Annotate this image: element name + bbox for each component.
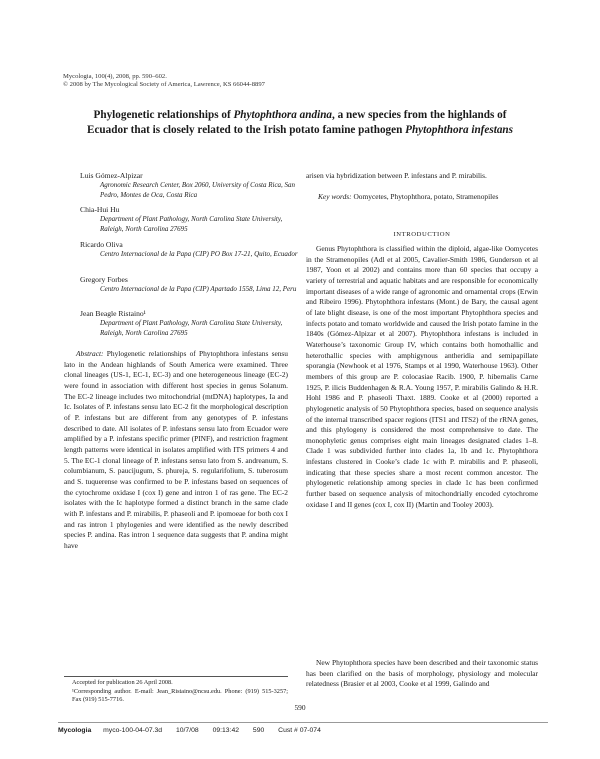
author-name: Chia-Hui Hu xyxy=(80,205,120,214)
footer-page: 590 xyxy=(252,727,265,734)
footer-rule xyxy=(58,722,548,723)
abstract xyxy=(64,349,288,551)
abstract-continuation: arisen via hybridization between P. infestans and P. mirabilis. xyxy=(306,171,487,180)
footnotes xyxy=(64,679,288,705)
intro-paragraph: Genus Phytophthora is classified within the diploid, algae-like Oomycetes in the Stramenopiles (Adl et al 2005, Cavalier-Smith 1986, Gunderson et al 1987, Yoon et al 2002) and contains more than 60 species that occupy a variety of terrestrial and aquatic habitats and are responsible for economically important diseases of a wide range of agronomic and ornamental crops (Erwin and Ribeiro 1996). Phytophthora infestans (Mont.) de Bary, the causal agent of late blight disease, is one of the most important Phytophthora species and infects potato and tomato worldwide and caused the Irish potato famine in the 1840s (Gómez-Alpizar et al 2007). Phytophthora infestans is included in Waterhouse’s taxonomic Group IV, which contains both homothallic and heterothallic species with amphigynous antheridia and semipapillate sporangia (Newhook et al 1976, Stamps et al 1990, Waterhouse 1963). Other members of this group are P. colocasiae Racib. 1900, P. hibernalis Carne 1925, P. ilicis Buddenhagen & R.A. Young 1957, P. mirabilis Galindo & H.R. Hohl 1986 and P. phaseoli Thaxt. 1889. Cooke et al (2000) reported a phylogenetic analysis of 50 Phytophthora species, based on sequence analysis of the internal transcribed spacer regions (ITS1 and ITS2) of the rRNA genes, and this phylogeny is considered the most comprehensive to date. The monophyletic genus comprises eight main lineages designated clades 1–8. Clade 1 was subdivided further into clades 1a, 1b and 1c. Phytophthora infestans clustered in Cooke’s clade 1c with P. mirabilis and P. phaseoli, indicating that these species share a most recent common ancestor. The phylogenetic relationship among species in clade 1c has been confirmed further based on sequence analysis of mitochondrially encoded cytochrome oxidase I and II genes (cox I, cox II) (Martin and Tooley 2003). xyxy=(306,244,538,509)
footer-cust: Cust # 07-074 xyxy=(278,727,321,734)
running-footer xyxy=(58,727,548,734)
intro-paragraph: New Phytophthora species have been described and their taxonomic status has been clarified on the basis of morphology, physiology and molecular relatedness (Brasier et al 2003, Cooke et al 1999, Galindo and xyxy=(306,658,538,689)
footer-journal: Mycologia xyxy=(58,727,92,734)
author-block xyxy=(80,171,300,200)
copyright-line: © 2008 by The Mycological Society of America, Lawrence, KS 66044-8897 xyxy=(63,81,265,88)
author-affiliation: Agronomic Research Center, Box 2060, University of Costa Rica, San Pedro, Montes de Oca, Costa Rica xyxy=(100,181,296,199)
species-name: Phytophthora andina xyxy=(233,109,333,121)
footer-file: myco-100-04-07.3d xyxy=(103,727,163,734)
accepted-date: Accepted for publication 26 April 2008. xyxy=(72,679,173,686)
keywords-label: Key words: xyxy=(318,192,352,201)
article-title: Phylogenetic relationships of Phytophthora andina, a new species from the highlands of Ecuador that is closely related to the Irish potato famine pathogen Phytophthora infestans xyxy=(87,109,513,136)
abstract-text: Phylogenetic relationships of Phytophthora infestans sensu lato in the Andean highlands of South America were examined. Three clonal lineages (US-1, EC-1, EC-3) and one heterogeneous lineage (EC-2) were found in association with different host species in genus Solanum. The EC-2 lineage includes two mitochondrial (mtDNA) haplotypes, Ia and Ic. Isolates of P. infestans sensu lato EC-2 fit the morphological description of P. infestans but are different from any genotypes of P. infestans described to date. All isolates of P. infestans sensu lato from Ecuador were amplified by a P. infestans specific primer (PINF), and restriction fragment length patterns were identical in isolates amplified with ITS primers 4 and 5. The EC-1 clonal lineage of P. infestans sensu lato from S. andreanum, S. columbianum, S. paucijugum, S. phureja, S. regularifolium, S. tuberosum and S. tuquerense was confirmed to be P. infestans based on sequences of the cytochrome oxidase I (cox I) gene and intron 1 of ras gene. The EC-2 isolates with the Ic haplotype formed a distinct branch in the same clade with P. infestans and P. mirabilis, P. phaseoli and P. ipomoeae for both cox I and ras intron 1 phylogenies and were identified as the newly described species P. andina. Ras intron 1 sequence data suggests that P. andina might have xyxy=(64,349,288,550)
author-name: Ricardo Oliva xyxy=(80,240,123,249)
author-block xyxy=(80,275,300,295)
author-name: Gregory Forbes xyxy=(80,275,128,284)
footer-time: 09:13:42 xyxy=(212,727,240,734)
corresponding-author: ¹Corresponding author. E-mail: Jean_Ristaino@ncsu.edu. Phone: (919) 515-3257; Fax (919) 515-7716. xyxy=(72,687,288,704)
section-heading: INTRODUCTION xyxy=(393,231,451,238)
abstract-label: Abstract: xyxy=(76,349,104,358)
author-block xyxy=(80,309,300,338)
author-affiliation: Department of Plant Pathology, North Carolina State University, Raleigh, North Carolina 27695 xyxy=(100,215,283,233)
page-number: 590 xyxy=(294,703,306,712)
footer-date: 10/7/08 xyxy=(175,727,199,734)
keywords-text: Oomycetes, Phytophthora, potato, Stramenopiles xyxy=(353,192,499,201)
author-affiliation: Centro Internacional de la Papa (CIP) PO Box 17-21, Quito, Ecuador xyxy=(100,250,298,258)
author-name: Jean Beagle Ristaino¹ xyxy=(80,309,146,318)
author-block xyxy=(80,205,300,234)
author-name: Luis Gómez-Alpizar xyxy=(80,171,143,180)
author-affiliation: Department of Plant Pathology, North Carolina State University, Raleigh, North Carolina 27695 xyxy=(100,319,283,337)
footnote-rule xyxy=(64,676,288,677)
journal-citation: Mycologia, 100(4), 2008, pp. 590–602. xyxy=(63,73,167,80)
author-block xyxy=(80,240,300,260)
author-affiliation: Centro Internacional de la Papa (CIP) Apartado 1558, Lima 12, Peru xyxy=(100,285,297,293)
species-name: Phytophthora infestans xyxy=(405,124,513,136)
keywords xyxy=(306,192,538,203)
